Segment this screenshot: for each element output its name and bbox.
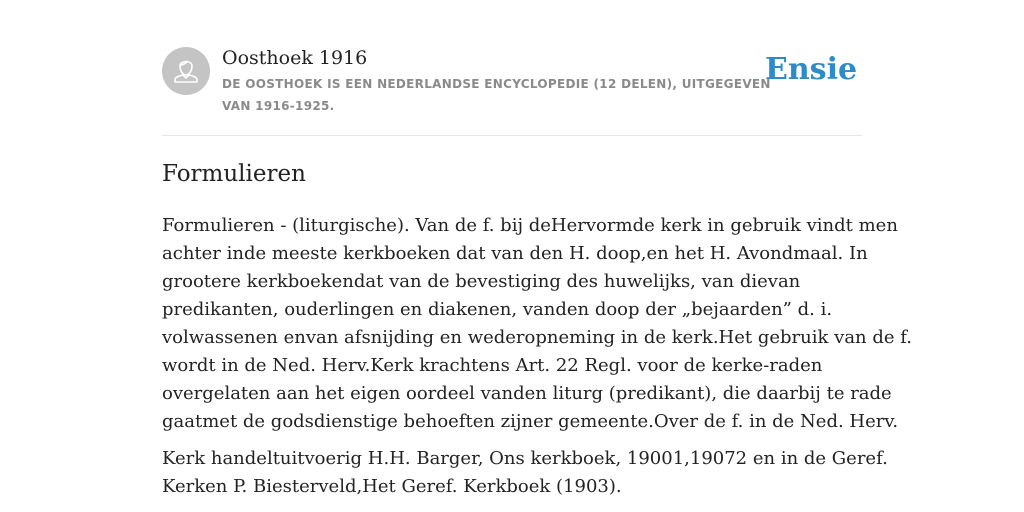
text-line: Kerken P. Biesterveld,Het Geref. Kerkboek (1903).: [162, 476, 622, 497]
text-line: Kerk handeltuitvoerig H.H. Barger, Ons kerkboek, 19001,19072 en in de Geref.: [162, 448, 888, 469]
text-line: Formulieren - (liturgische). Van de f. bij deHervormde kerk in gebruik vindt men: [162, 215, 898, 236]
article-body: [162, 212, 912, 510]
article-title: Formulieren: [162, 161, 306, 187]
user-icon: [162, 47, 210, 95]
text-line: grootere kerkboekendat van de bevestiging des huwelijks, van dievan: [162, 271, 801, 292]
source-header: [162, 46, 862, 136]
article-paragraph: [162, 212, 912, 436]
source-description-line: DE OOSTHOEK IS EEN NEDERLANDSE ENCYCLOPEDIE (12 DELEN), UITGEGEVEN: [222, 77, 771, 91]
text-line: volwassenen envan afsnijding en wederopneming in de kerk.Het gebruik van de f.: [162, 327, 912, 348]
avatar[interactable]: [162, 47, 210, 95]
source-description-line: VAN 1916-1925.: [222, 99, 335, 113]
text-line: predikanten, ouderlingen en diakenen, vanden doop der „bejaarden” d. i.: [162, 299, 833, 320]
article-paragraph: [162, 445, 888, 501]
source-description: [222, 73, 771, 117]
text-line: achter inde meeste kerkboeken dat van den H. doop,en het H. Avondmaal. In: [162, 243, 868, 264]
text-line: overgelaten aan het eigen oordeel vanden liturg (predikant), die daarbij te rade: [162, 383, 892, 404]
ensie-logo[interactable]: Ensie: [765, 52, 858, 87]
text-line: gaatmet de godsdienstige behoeften zijner gemeente.Over de f. in de Ned. Herv.: [162, 411, 899, 432]
source-title[interactable]: Oosthoek 1916: [222, 47, 368, 69]
text-line: wordt in de Ned. Herv.Kerk krachtens Art. 22 Regl. voor de kerke-raden: [162, 355, 823, 376]
